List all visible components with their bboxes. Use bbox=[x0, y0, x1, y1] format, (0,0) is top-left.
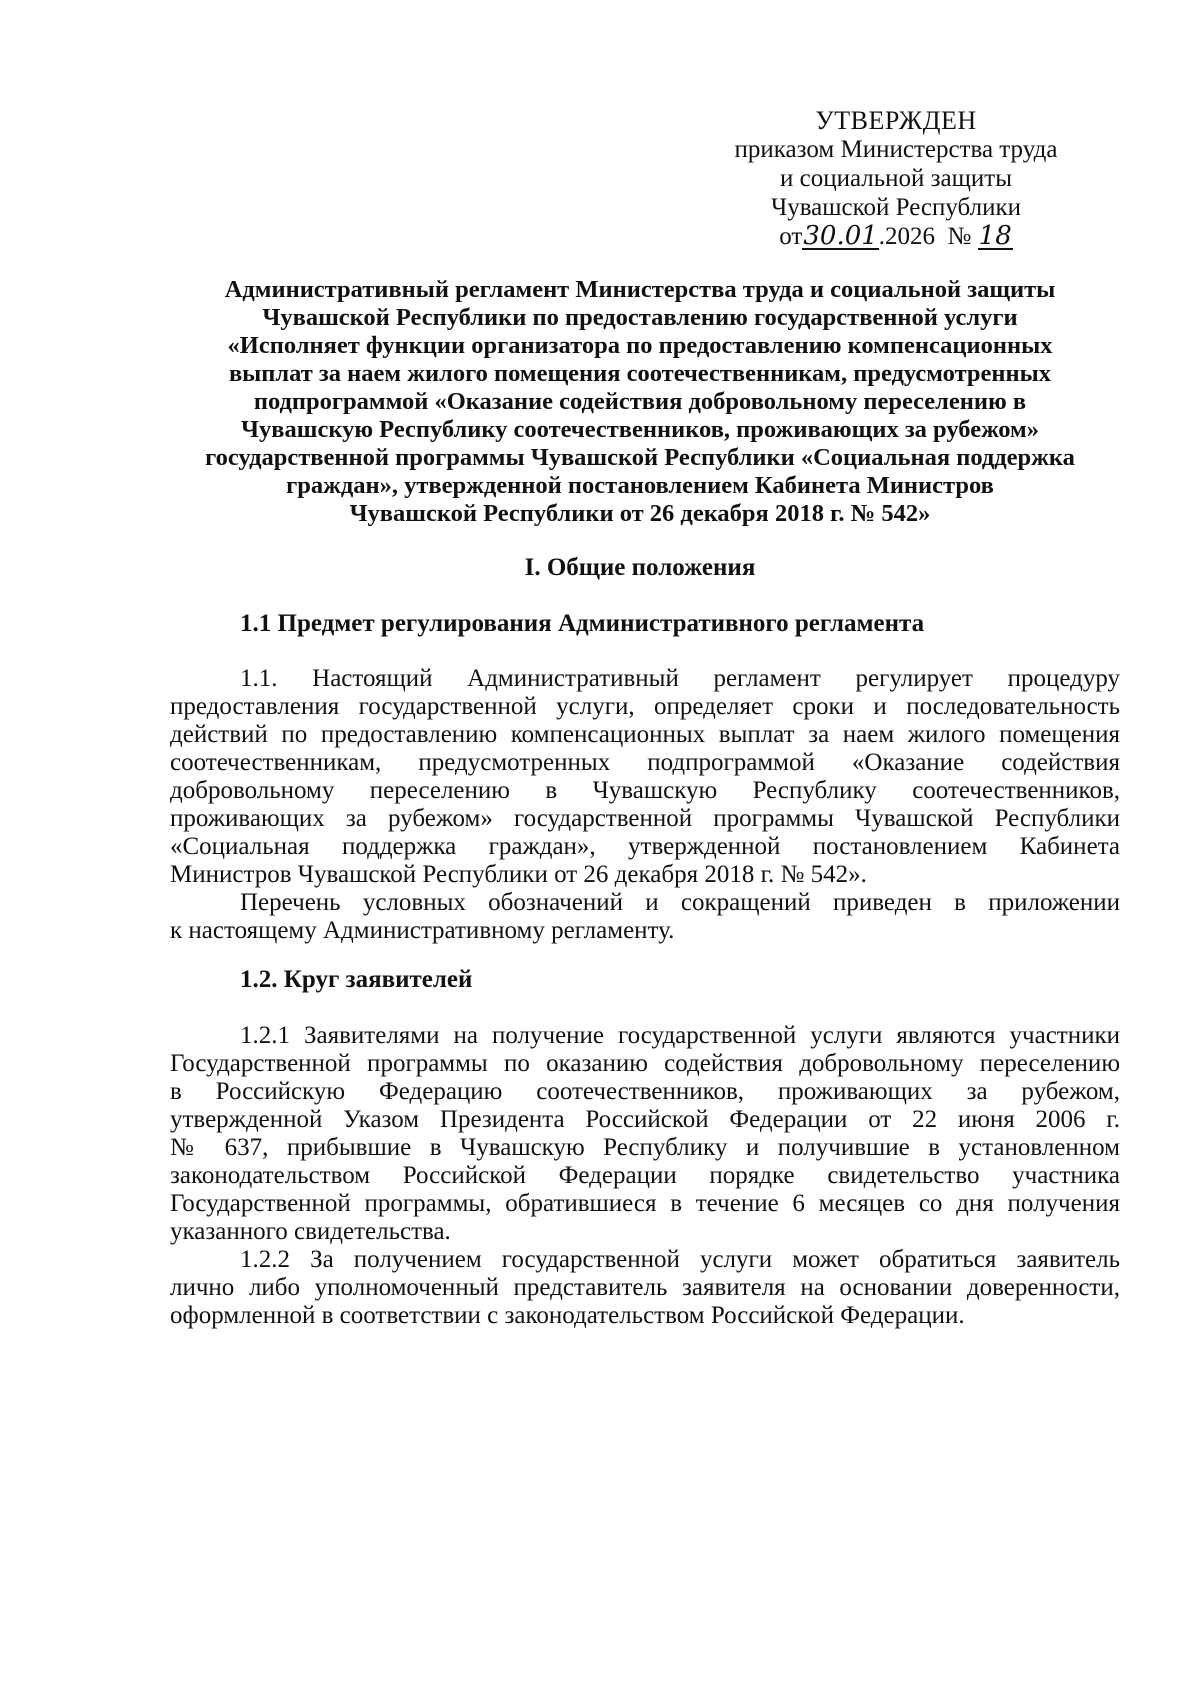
paragraph-line: Государственной программы, обратившиеся в течение 6 месяцев со дня получения bbox=[170, 1190, 1120, 1217]
paragraph-line: «Социальная поддержка граждан», утвержденной постановлением Кабинета bbox=[170, 833, 1120, 860]
date-year: .2026 bbox=[878, 223, 936, 250]
subsection-title: 1.2. Круг заявителей bbox=[240, 966, 473, 993]
paragraph-line: оформленной в соответствии с законодательством Российской Федерации. bbox=[170, 1302, 965, 1329]
paragraph-line: 1.2.1 Заявителями на получение государственной услуги являются участники bbox=[240, 1022, 1120, 1049]
subsection-title: 1.1 Предмет регулирования Административного регламента bbox=[240, 610, 925, 637]
title-line: Чувашской Республики по предоставлению государственной услуги bbox=[262, 304, 1018, 331]
document-title bbox=[160, 276, 1120, 528]
paragraph-line: соотечественникам, предусмотренных подпрограммой «Оказание содействия bbox=[170, 749, 1120, 776]
title-line: подпрограммой «Оказание содействия добровольному переселению в bbox=[253, 388, 1027, 415]
title-line: Чувашской Республики от 26 декабря 2018 г. № 542» bbox=[349, 500, 931, 527]
title-line: выплат за наем жилого помещения соотечественникам, предусмотренных bbox=[228, 360, 1052, 387]
paragraph-line: 1.2.2 За получением государственной услуги может обратиться заявитель bbox=[240, 1246, 1120, 1273]
approval-date-line bbox=[716, 222, 1076, 251]
paragraph-line: в Российскую Федерацию соотечественников, проживающих за рубежом, bbox=[170, 1078, 1120, 1105]
paragraph-1-2-2 bbox=[170, 1246, 1120, 1330]
number-sign: № bbox=[947, 223, 972, 250]
date-prefix: от bbox=[779, 223, 803, 250]
paragraph-line: предоставления государственной услуги, определяет сроки и последовательность bbox=[170, 693, 1120, 720]
paragraph-line: законодательством Российской Федерации порядке свидетельство участника bbox=[170, 1162, 1120, 1189]
approval-title: УТВЕРЖДЕН bbox=[815, 106, 977, 135]
paragraph-line: Министров Чувашской Республики от 26 декабря 2018 г. № 542». bbox=[170, 861, 867, 888]
paragraph-line: утвержденной Указом Президента Российской Федерации от 22 июня 2006 г. bbox=[170, 1106, 1120, 1133]
paragraph-line: Перечень условных обозначений и сокращений приведен в приложении bbox=[240, 889, 1120, 916]
title-line: граждан», утвержденной постановлением Кабинета Министров bbox=[286, 472, 994, 499]
approval-line: Чувашской Республики bbox=[770, 194, 1022, 221]
handwritten-number: 18 bbox=[978, 221, 1012, 251]
paragraph-line: действий по предоставлению компенсационных выплат за наем жилого помещения bbox=[170, 721, 1120, 748]
paragraph-line: 1.1. Настоящий Административный регламент регулирует процедуру bbox=[240, 665, 1120, 692]
title-line: Чувашскую Республику соотечественников, проживающих за рубежом» bbox=[241, 416, 1039, 443]
paragraph-line: указанного свидетельства. bbox=[170, 1218, 451, 1245]
title-line: Административный регламент Министерства труда и социальной защиты bbox=[224, 276, 1056, 303]
approval-line: и социальной защиты bbox=[779, 165, 1012, 192]
paragraph-line: № 637, прибывшие в Чувашскую Республику и получившие в установленном bbox=[170, 1134, 1120, 1161]
paragraph-abbreviations bbox=[170, 889, 1120, 945]
paragraph-line: проживающих за рубежом» государственной программы Чувашской Республики bbox=[170, 805, 1120, 832]
paragraph-1-2-1 bbox=[170, 1022, 1120, 1246]
paragraph-line: к настоящему Административному регламенту. bbox=[170, 917, 675, 944]
section-title: I. Общие положения bbox=[524, 554, 756, 581]
paragraph-line: Государственной программы по оказанию содействия добровольному переселению bbox=[170, 1050, 1120, 1077]
handwritten-date: 30.01 bbox=[803, 221, 878, 251]
paragraph-1-1 bbox=[170, 665, 1120, 889]
approval-line: приказом Министерства труда bbox=[734, 136, 1058, 163]
paragraph-line: лично либо уполномоченный представитель заявителя на основании доверенности, bbox=[170, 1274, 1120, 1301]
approval-stamp-block bbox=[716, 106, 1076, 251]
title-line: государственной программы Чувашской Республики «Социальная поддержка bbox=[205, 444, 1075, 471]
paragraph-line: добровольному переселению в Чувашскую Республику соотечественников, bbox=[170, 777, 1120, 804]
title-line: «Исполняет функции организатора по предоставлению компенсационных bbox=[227, 332, 1053, 359]
